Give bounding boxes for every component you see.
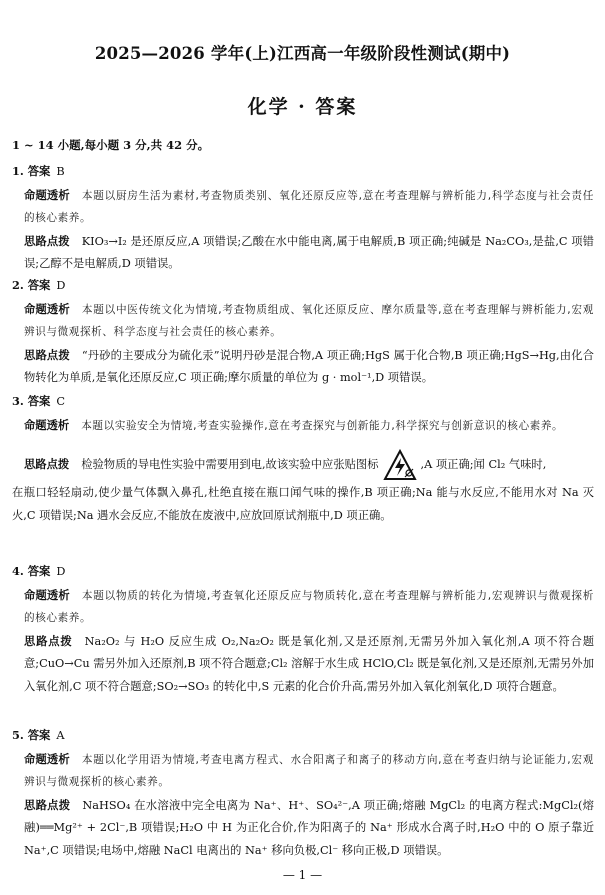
analysis-text: 本题以实验安全为情境,考查实验操作,意在考查探究与创新能力,科学探究与创新意识的核心素养。 (81, 419, 564, 432)
question-2 (12, 274, 594, 390)
hint-text: Na₂O₂ 与 H₂O 反应生成 O₂,Na₂O₂ 既是氧化剂,又是还原剂,无需另外加入氧化剂,A 项不符合题意;CuO→Cu 需另外加入还原剂,B 项不符合题意;Cl₂ 溶解于水生成 HClO,Cl₂ 既是氧化剂,又是还原剂,无需另外加入氧化剂,C 项不符合题意;SO₂→SO₃ 的转化中,S 元素的化合价升高,需另外加入氧化剂氧化,D 项符合题意。 (24, 634, 594, 693)
intro-line: 1 ~ 14 小题,每小题 3 分,共 42 分。 (12, 138, 210, 152)
question-number: 5. (12, 728, 24, 742)
answer-label: 答案 (27, 394, 51, 408)
hint-paragraph (12, 630, 594, 699)
question-number: 1. (12, 164, 24, 178)
question-3 (12, 390, 594, 527)
analysis-text: 本题以中医传统文化为情境,考查物质组成、氧化还原反应、摩尔质量等,意在考查理解与辨析能力,宏观辨识与微观探析、科学态度与社会责任的核心素养。 (24, 303, 594, 338)
analysis-label: 命题透析 (24, 751, 70, 766)
analysis-paragraph (12, 584, 594, 630)
page-number: — 1 — (282, 868, 323, 882)
analysis-paragraph (12, 414, 594, 438)
analysis-label: 命题透析 (24, 187, 70, 202)
answer-label: 答案 (27, 564, 51, 578)
hint-text-cont: ,A 项正确;闻 Cl₂ 气味时, (420, 458, 547, 471)
analysis-label: 命题透析 (24, 301, 70, 316)
answer-line (12, 160, 594, 184)
analysis-text: 本题以厨房生活为素材,考查物质类别、氧化还原反应等,意在考查理解与辨析能力,科学态度与社会责任的核心素养。 (24, 189, 594, 224)
question-1 (12, 160, 594, 276)
answer-value: D (56, 565, 66, 578)
answer-line (12, 560, 594, 584)
question-number: 2. (12, 278, 24, 292)
analysis-paragraph (12, 298, 594, 344)
hint-paragraph (12, 344, 594, 390)
answer-label: 答案 (27, 164, 51, 178)
hint-text: “丹砂的主要成分为硫化汞”说明丹砂是混合物,A 项正确;HgS 属于化合物,B 项正确;HgS→Hg,由化合物转化为单质,是氧化还原反应,C 项正确;摩尔质量的单位为 g · mol⁻¹,D 项错误。 (24, 348, 594, 384)
answer-label: 答案 (27, 278, 51, 292)
hint-text: KIO₃→I₂ 是还原反应,A 项错误;乙酸在水中能电离,属于电解质,B 项正确;纯碱是 Na₂CO₃,是盐,C 项错误;乙醇不是电解质,D 项错误。 (24, 234, 594, 270)
electricity-warning-icon (383, 449, 417, 481)
hint-paragraph (12, 230, 594, 276)
hint-label: 思路点拨 (24, 797, 71, 812)
answer-label: 答案 (27, 728, 51, 742)
analysis-paragraph (12, 184, 594, 230)
question-number: 3. (12, 394, 24, 408)
hint-text: 检验物质的导电性实验中需要用到电,故该实验中应张贴图标 (81, 458, 379, 471)
question-4 (12, 560, 594, 698)
answer-value: A (56, 729, 65, 742)
hint-paragraph (12, 447, 594, 482)
answer-line (12, 274, 594, 298)
answer-line (12, 390, 594, 414)
page-title: 2025—2026 学年(上)江西高一年级阶段性测试(期中) (94, 44, 511, 63)
answer-line (12, 724, 594, 748)
hint-paragraph-cont (12, 482, 594, 527)
answer-value: D (56, 279, 66, 292)
hint-text-cont2: 在瓶口轻轻扇动,使少量气体飘入鼻孔,杜绝直接在瓶口闻气味的操作,B 项正确;Na 能与水反应,不能用水对 Na 灭火,C 项错误;Na 遇水会反应,不能放在废液中,应放回原试剂瓶中,D 项正确。 (12, 486, 594, 522)
hint-label: 思路点拨 (24, 233, 70, 248)
analysis-label: 命题透析 (24, 587, 70, 602)
hint-paragraph (12, 794, 594, 863)
analysis-text: 本题以化学用语为情境,考查电离方程式、水合阳离子和离子的移动方向,意在考查归纳与论证能力,宏观辨识与微观探析的核心素养。 (24, 753, 594, 788)
answer-value: C (56, 395, 65, 408)
hint-label: 思路点拨 (24, 457, 70, 471)
page-subtitle: 化学 · 答案 (247, 96, 358, 118)
analysis-paragraph (12, 748, 594, 794)
answer-value: B (56, 165, 65, 178)
hint-label: 思路点拨 (24, 633, 73, 648)
hint-text: NaHSO₄ 在水溶液中完全电离为 Na⁺、H⁺、SO₄²⁻,A 项正确;熔融 MgCl₂ 的电离方程式:MgCl₂(熔融)══Mg²⁺ + 2Cl⁻,B 项错误;H₂O 中 H 为正化合价,作为阳离子的 Na⁺ 形成水合离子时,H₂O 中的 O 原子靠近 Na⁺,C 项错误;电场中,熔融 NaCl 电离出的 Na⁺ 移向负极,Cl⁻ 移向正极,D 项错误。 (24, 798, 594, 857)
hint-label: 思路点拨 (24, 347, 70, 362)
question-5 (12, 724, 594, 862)
analysis-label: 命题透析 (24, 417, 70, 432)
question-number: 4. (12, 564, 24, 578)
analysis-text: 本题以物质的转化为情境,考查氧化还原反应与物质转化,意在考查理解与辨析能力,宏观辨识与微观探析的核心素养。 (24, 589, 594, 624)
